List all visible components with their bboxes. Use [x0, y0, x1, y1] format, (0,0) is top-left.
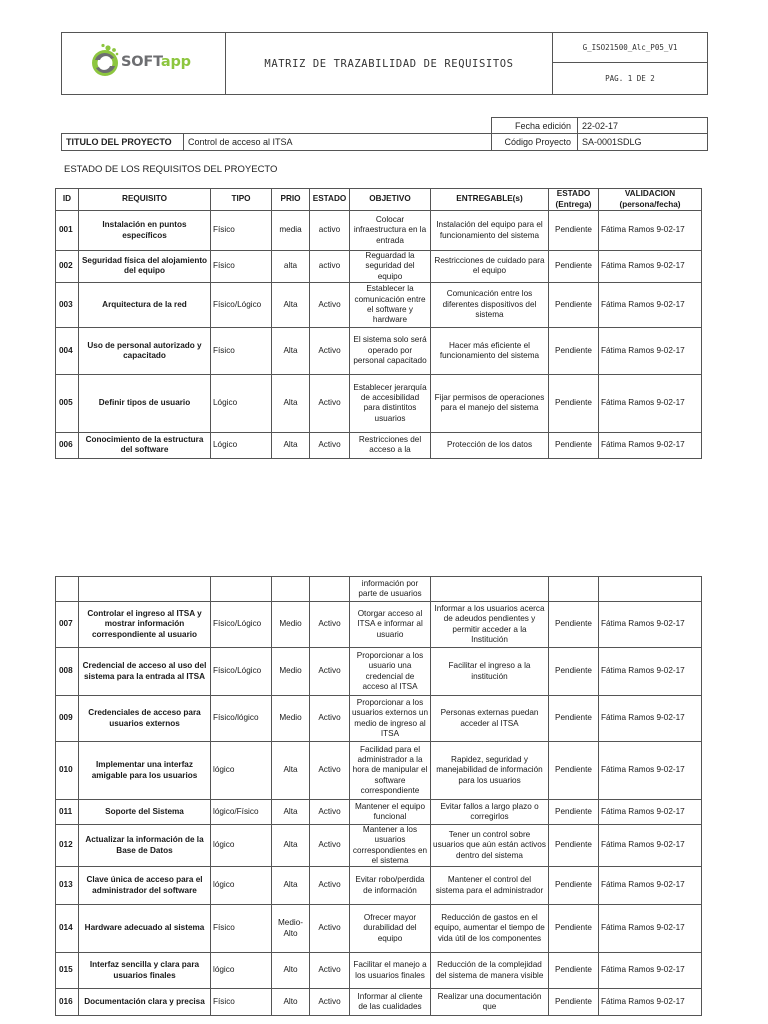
cell-tipo: Físico — [211, 905, 272, 953]
cell-objetivo: Facilitar el manejo a los usuarios finales — [350, 953, 431, 989]
cell-estado: Activo — [310, 905, 350, 953]
cell-estado-entrega: Pendiente — [549, 867, 599, 905]
cell-validacion: Fátima Ramos 9-02-17 — [599, 432, 702, 458]
table-row — [56, 282, 702, 327]
cell-objetivo: El sistema solo será operado por personal capacitado — [350, 327, 431, 374]
cell-estado-entrega: Pendiente — [549, 905, 599, 953]
fecha-edicion-label: Fecha edición — [491, 117, 578, 134]
cell-tipo: lógico/Físico — [211, 800, 272, 825]
cell-estado-entrega: Pendiente — [549, 825, 599, 867]
cell-id: 009 — [56, 696, 79, 742]
table-row — [56, 602, 702, 648]
cell-entregable: Evitar fallos a largo plazo o corregirlos — [431, 800, 549, 825]
cell-objetivo: Establecer la comunicación entre el software y hardware — [350, 282, 431, 327]
cell-estado: activo — [310, 211, 350, 251]
cell-estado: Activo — [310, 989, 350, 1016]
cell-estado-entrega: Pendiente — [549, 800, 599, 825]
cell-id: 012 — [56, 825, 79, 867]
codigo-proyecto-value: SA-0001SDLG — [577, 133, 708, 151]
cell-requisito: Seguridad física del alojamiento del equipo — [79, 251, 211, 283]
header-requisito: REQUISITO — [79, 189, 211, 211]
cell-estado-entrega: Pendiente — [549, 251, 599, 283]
cell-objetivo: Proporcionar a los usuarios externos un medio de ingreso al ITSA — [350, 696, 431, 742]
cell-objetivo: información por parte de usuarios — [350, 577, 431, 602]
cell-tipo: Físico — [211, 211, 272, 251]
cell-tipo: Físico/Lógico — [211, 602, 272, 648]
cell-validacion: Fátima Ramos 9-02-17 — [599, 867, 702, 905]
cell-id: 013 — [56, 867, 79, 905]
cell-tipo: Físico/Lógico — [211, 282, 272, 327]
cell-prio: Alta — [272, 867, 310, 905]
cell-tipo: Físico/Lógico — [211, 648, 272, 696]
cell-validacion: Fátima Ramos 9-02-17 — [599, 602, 702, 648]
header-validacion: VALIDACION (persona/fecha) — [599, 189, 702, 211]
cell-requisito: Conocimiento de la estructura del software — [79, 432, 211, 458]
cell-validacion: Fátima Ramos 9-02-17 — [599, 327, 702, 374]
fecha-edicion-value: 22-02-17 — [577, 117, 708, 134]
cell-entregable: Fijar permisos de operaciones para el manejo del sistema — [431, 374, 549, 432]
cell-objetivo: Evitar robo/perdida de información — [350, 867, 431, 905]
cell-prio: Medio — [272, 696, 310, 742]
header-prio: PRIO — [272, 189, 310, 211]
cell-id: 010 — [56, 742, 79, 800]
cell-validacion: Fátima Ramos 9-02-17 — [599, 374, 702, 432]
cell-objetivo: Restricciones del acceso a la — [350, 432, 431, 458]
cell-requisito: Actualizar la información de la Base de Datos — [79, 825, 211, 867]
table-row — [56, 989, 702, 1016]
cell-requisito: Uso de personal autorizado y capacitado — [79, 327, 211, 374]
cell-objetivo: Establecer jerarquía de accesibilidad para distintitos usuarios — [350, 374, 431, 432]
cell-estado-entrega — [549, 577, 599, 602]
table-row — [56, 211, 702, 251]
cell-estado-entrega: Pendiente — [549, 374, 599, 432]
cell-entregable — [431, 577, 549, 602]
cell-entregable: Hacer más eficiente el funcionamiento del sistema — [431, 327, 549, 374]
cell-prio: alta — [272, 251, 310, 283]
cell-estado: Activo — [310, 327, 350, 374]
titulo-proyecto-value: Control de acceso al ITSA — [183, 133, 492, 151]
cell-id: 016 — [56, 989, 79, 1016]
header-entregable: ENTREGABLE(s) — [431, 189, 549, 211]
table-header-row — [56, 189, 702, 211]
cell-tipo: Lógico — [211, 432, 272, 458]
cell-id: 008 — [56, 648, 79, 696]
cell-tipo: Físico — [211, 989, 272, 1016]
cell-estado-entrega: Pendiente — [549, 211, 599, 251]
cell-id: 005 — [56, 374, 79, 432]
cell-tipo: Físico — [211, 251, 272, 283]
cell-prio: Alto — [272, 953, 310, 989]
titulo-proyecto-label: TITULO DEL PROYECTO — [61, 133, 184, 151]
cell-requisito: Instalación en puntos específicos — [79, 211, 211, 251]
cell-entregable: Comunicación entre los diferentes dispositivos del sistema — [431, 282, 549, 327]
logo-mark-icon — [86, 42, 120, 82]
cell-id: 001 — [56, 211, 79, 251]
cell-prio: Alta — [272, 800, 310, 825]
table-row — [56, 825, 702, 867]
cell-estado: Activo — [310, 282, 350, 327]
cell-entregable: Reducción de la complejidad del sistema de manera visible — [431, 953, 549, 989]
cell-requisito: Interfaz sencilla y clara para usuarios finales — [79, 953, 211, 989]
cell-entregable: Instalación del equipo para el funcionamiento del sistema — [431, 211, 549, 251]
cell-entregable: Informar a los usuarios acerca de adeudos pendientes y permitir acceder a la Institución — [431, 602, 549, 648]
cell-estado — [310, 577, 350, 602]
cell-estado: Activo — [310, 867, 350, 905]
logo-cell — [62, 33, 226, 94]
cell-id: 002 — [56, 251, 79, 283]
cell-estado-entrega: Pendiente — [549, 327, 599, 374]
cell-estado: Activo — [310, 696, 350, 742]
cell-tipo: lógico — [211, 825, 272, 867]
cell-validacion — [599, 577, 702, 602]
cell-prio: Alta — [272, 327, 310, 374]
header-objetivo: OBJETIVO — [350, 189, 431, 211]
cell-tipo — [211, 577, 272, 602]
cell-entregable: Protección de los datos — [431, 432, 549, 458]
cell-objetivo: Mantener a los usuarios correspondientes en el sistema — [350, 825, 431, 867]
cell-estado-entrega: Pendiente — [549, 432, 599, 458]
cell-tipo: lógico — [211, 867, 272, 905]
codigo-proyecto-label: Código Proyecto — [491, 133, 578, 151]
table-row — [56, 374, 702, 432]
cell-requisito: Documentación clara y precisa — [79, 989, 211, 1016]
cell-estado: Activo — [310, 800, 350, 825]
cell-prio: Alto — [272, 989, 310, 1016]
cell-requisito: Credencial de acceso al uso del sistema para la entrada al ITSA — [79, 648, 211, 696]
cell-prio: Alta — [272, 374, 310, 432]
cell-validacion: Fátima Ramos 9-02-17 — [599, 251, 702, 283]
cell-objetivo: Facilidad para el administrador a la hora de manipular el software correspondiente — [350, 742, 431, 800]
cell-objetivo: Otorgar acceso al ITSA e informar al usuario — [350, 602, 431, 648]
table-row — [56, 905, 702, 953]
cell-objetivo: Proporcionar a los usuario una credencial de acceso al ITSA — [350, 648, 431, 696]
cell-prio: Medio — [272, 602, 310, 648]
cell-estado: activo — [310, 251, 350, 283]
requirements-table-2 — [55, 576, 702, 1016]
cell-validacion: Fátima Ramos 9-02-17 — [599, 696, 702, 742]
cell-entregable: Reducción de gastos en el equipo, aumentar el tiempo de vida útil de los componentes — [431, 905, 549, 953]
table-row — [56, 800, 702, 825]
cell-estado: Activo — [310, 602, 350, 648]
cell-estado: Activo — [310, 825, 350, 867]
cell-validacion: Fátima Ramos 9-02-17 — [599, 282, 702, 327]
cell-prio: Alta — [272, 742, 310, 800]
cell-prio: Medio — [272, 648, 310, 696]
cell-validacion: Fátima Ramos 9-02-17 — [599, 989, 702, 1016]
cell-requisito: Definir tipos de usuario — [79, 374, 211, 432]
cell-requisito: Hardware adecuado al sistema — [79, 905, 211, 953]
cell-estado: Activo — [310, 432, 350, 458]
cell-entregable: Realizar una documentación que — [431, 989, 549, 1016]
cell-tipo: Lógico — [211, 374, 272, 432]
cell-entregable: Restricciones de cuidado para el equipo — [431, 251, 549, 283]
cell-requisito: Credenciales de acceso para usuarios externos — [79, 696, 211, 742]
cell-validacion: Fátima Ramos 9-02-17 — [599, 742, 702, 800]
softapp-logo — [86, 42, 206, 84]
page-number: PAG. 1 DE 2 — [605, 74, 655, 83]
cell-objetivo: Ofrecer mayor durabilidad del equipo — [350, 905, 431, 953]
cell-validacion: Fátima Ramos 9-02-17 — [599, 800, 702, 825]
cell-validacion: Fátima Ramos 9-02-17 — [599, 648, 702, 696]
table-row — [56, 577, 702, 602]
cell-prio: Alta — [272, 432, 310, 458]
table-row — [56, 953, 702, 989]
cell-entregable: Mantener el control del sistema para el administrador — [431, 867, 549, 905]
header-estado-entrega: ESTADO (Entrega) — [549, 189, 599, 211]
cell-id: 003 — [56, 282, 79, 327]
document-title: MATRIZ DE TRAZABILIDAD DE REQUISITOS — [226, 33, 553, 94]
cell-estado-entrega: Pendiente — [549, 989, 599, 1016]
document-header — [61, 32, 708, 95]
cell-id: 004 — [56, 327, 79, 374]
cell-id: 014 — [56, 905, 79, 953]
cell-objetivo: Mantener el equipo funcional — [350, 800, 431, 825]
cell-id — [56, 577, 79, 602]
cell-objetivo: Colocar infraestructura en la entrada — [350, 211, 431, 251]
cell-estado-entrega: Pendiente — [549, 602, 599, 648]
cell-id: 015 — [56, 953, 79, 989]
cell-prio: Medio-Alto — [272, 905, 310, 953]
cell-tipo: Físico/lógico — [211, 696, 272, 742]
table-row — [56, 251, 702, 283]
cell-requisito: Soporte del Sistema — [79, 800, 211, 825]
cell-estado-entrega: Pendiente — [549, 696, 599, 742]
cell-prio: Alta — [272, 825, 310, 867]
table-row — [56, 696, 702, 742]
cell-validacion: Fátima Ramos 9-02-17 — [599, 825, 702, 867]
cell-tipo: lógico — [211, 742, 272, 800]
cell-entregable: Rapidez, seguridad y manejabilidad de información para los usuarios — [431, 742, 549, 800]
cell-requisito: Controlar el ingreso al ITSA y mostrar información correspondiente al usuario — [79, 602, 211, 648]
cell-objetivo: Informar al cliente de las cualidades — [350, 989, 431, 1016]
logo-text: SOFTapp — [121, 54, 191, 70]
cell-entregable: Facilitar el ingreso a la institución — [431, 648, 549, 696]
cell-tipo: Físico — [211, 327, 272, 374]
requirements-table-1 — [55, 188, 702, 459]
table-row — [56, 648, 702, 696]
cell-id: 011 — [56, 800, 79, 825]
cell-id: 006 — [56, 432, 79, 458]
table-row — [56, 327, 702, 374]
table-row — [56, 432, 702, 458]
cell-id: 007 — [56, 602, 79, 648]
cell-validacion: Fátima Ramos 9-02-17 — [599, 953, 702, 989]
cell-prio: Alta — [272, 282, 310, 327]
cell-requisito: Implementar una interfaz amigable para los usuarios — [79, 742, 211, 800]
table-row — [56, 742, 702, 800]
cell-objetivo: Reguardad la seguridad del equipo — [350, 251, 431, 283]
cell-prio: media — [272, 211, 310, 251]
cell-tipo: lógico — [211, 953, 272, 989]
document-code: G_ISO21500_Alc_P05_V1 — [553, 33, 707, 63]
cell-estado: Activo — [310, 742, 350, 800]
cell-estado: Activo — [310, 648, 350, 696]
cell-entregable: Personas externas puedan acceder al ITSA — [431, 696, 549, 742]
cell-entregable: Tener un control sobre usuarios que aún están activos dentro del sistema — [431, 825, 549, 867]
cell-estado: Activo — [310, 374, 350, 432]
header-tipo: TIPO — [211, 189, 272, 211]
cell-requisito: Clave única de acceso para el administrador del software — [79, 867, 211, 905]
cell-validacion: Fátima Ramos 9-02-17 — [599, 211, 702, 251]
header-id: ID — [56, 189, 79, 211]
header-estado: ESTADO — [310, 189, 350, 211]
section-label: ESTADO DE LOS REQUISITOS DEL PROYECTO — [64, 164, 278, 175]
cell-prio — [272, 577, 310, 602]
table-row — [56, 867, 702, 905]
cell-requisito: Arquitectura de la red — [79, 282, 211, 327]
cell-estado-entrega: Pendiente — [549, 953, 599, 989]
cell-estado-entrega: Pendiente — [549, 742, 599, 800]
cell-estado-entrega: Pendiente — [549, 282, 599, 327]
cell-estado-entrega: Pendiente — [549, 648, 599, 696]
cell-estado: Activo — [310, 953, 350, 989]
cell-validacion: Fátima Ramos 9-02-17 — [599, 905, 702, 953]
cell-requisito — [79, 577, 211, 602]
